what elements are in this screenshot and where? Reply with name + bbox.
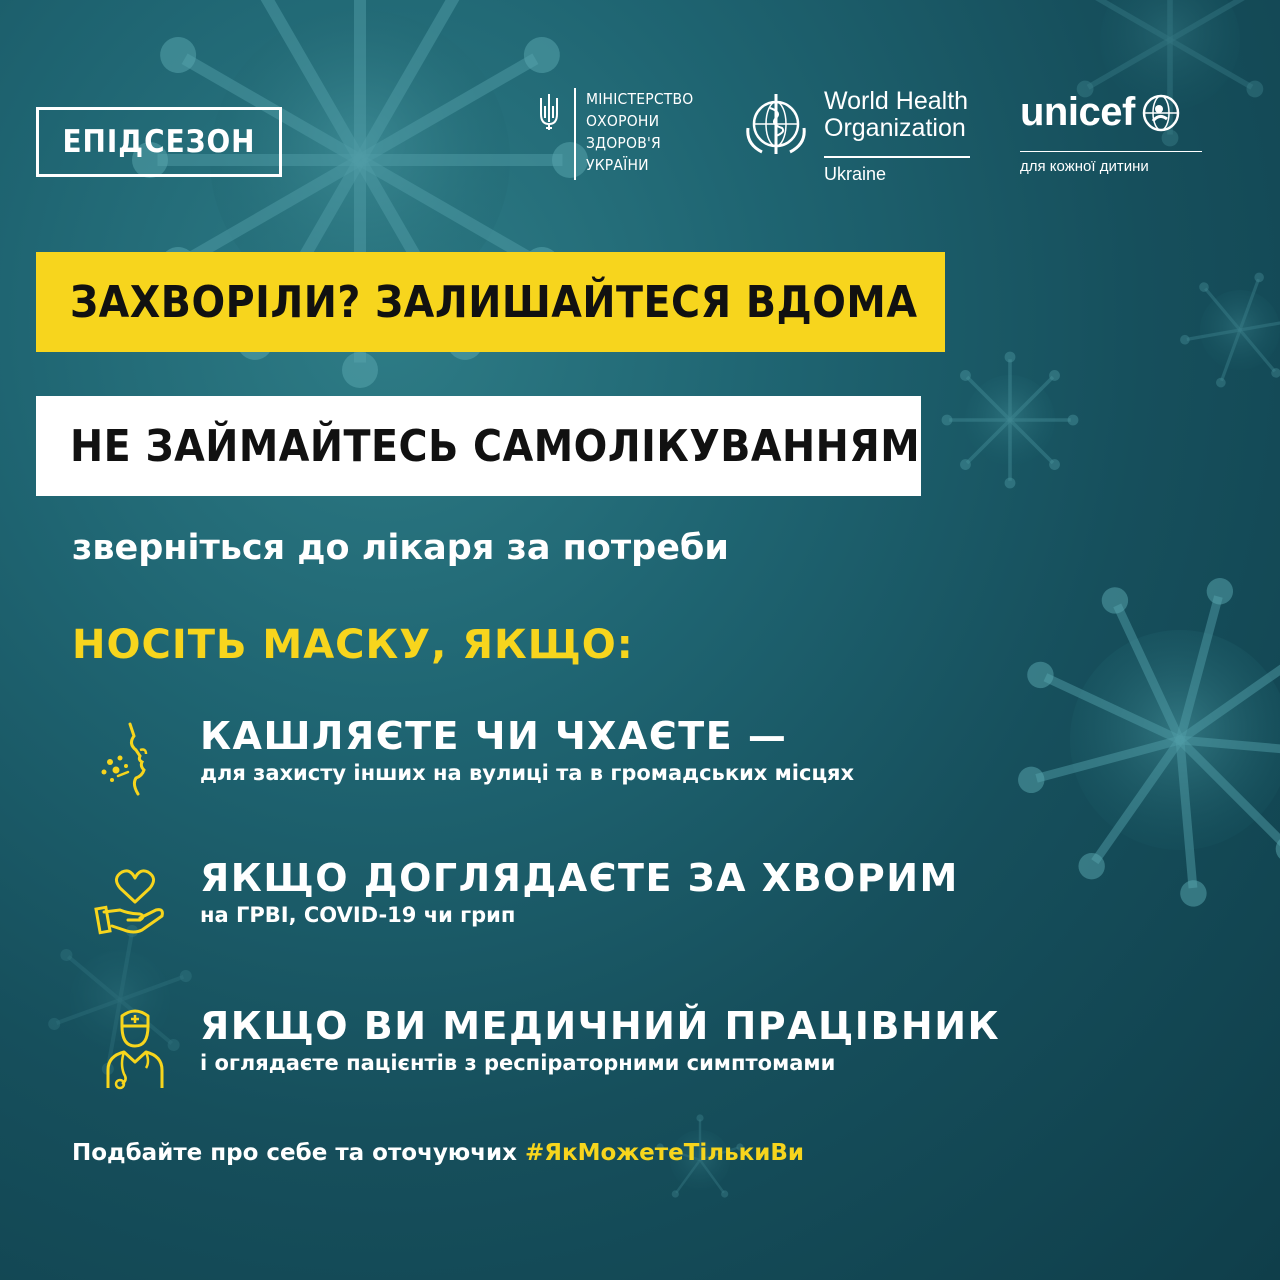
who-emblem-icon xyxy=(740,88,812,160)
mask-reason-title: КАШЛЯЄТЕ ЧИ ЧХАЄТЕ — xyxy=(200,714,788,758)
moz-logo xyxy=(538,88,693,180)
unicef-logo-rule xyxy=(1020,151,1202,152)
mask-reason-item xyxy=(90,856,959,946)
unicef-logo xyxy=(1020,90,1202,175)
unicef-wordmark: unicef xyxy=(1020,90,1135,134)
mask-reason-item xyxy=(90,1004,1000,1094)
moz-logo-text xyxy=(586,88,693,176)
unicef-globe-icon xyxy=(1139,91,1183,135)
who-logo xyxy=(740,88,970,185)
who-name-line-2: Organization xyxy=(824,114,966,142)
mask-reason-desc: на ГРВІ, COVID-19 чи грип xyxy=(200,903,516,927)
mask-reason-item xyxy=(90,714,854,804)
mask-heading: НОСІТЬ МАСКУ, ЯКЩО: xyxy=(72,622,634,668)
care-heart-icon xyxy=(90,856,180,946)
who-country: Ukraine xyxy=(824,163,887,184)
moz-line-1: МІНІСТЕРСТВО xyxy=(586,90,694,108)
mask-reason-text xyxy=(200,714,854,804)
moz-logo-divider xyxy=(574,88,576,180)
footer-text: Подбайте про себе та оточуючих xyxy=(72,1140,526,1166)
mask-reason-desc: для захисту інших на вулиці та в громадських місцях xyxy=(200,761,855,785)
moz-line-4: УКРАЇНИ xyxy=(586,156,649,174)
see-doctor-text: зверніться до лікаря за потреби xyxy=(72,528,729,568)
mask-reason-text xyxy=(200,1004,1000,1094)
who-logo-rule xyxy=(824,156,970,158)
trident-icon xyxy=(538,92,560,132)
medical-worker-icon xyxy=(90,1004,180,1094)
mask-reason-title: ЯКЩО ДОГЛЯДАЄТЕ ЗА ХВОРИМ xyxy=(200,856,959,900)
footer-hashtag: #ЯкМожетеТількиВи xyxy=(525,1140,805,1166)
sneeze-icon xyxy=(90,714,180,804)
who-name-line-1: World Health xyxy=(824,87,969,115)
unicef-tagline: для кожної дитини xyxy=(1020,158,1149,176)
stay-home-banner: ЗАХВОРІЛИ? ЗАЛИШАЙТЕСЯ ВДОМА xyxy=(36,252,945,352)
no-self-treatment-banner: НЕ ЗАЙМАЙТЕСЬ САМОЛІКУВАННЯМ xyxy=(36,396,921,496)
moz-line-3: ЗДОРОВ'Я xyxy=(586,134,661,152)
footer-message xyxy=(72,1140,804,1166)
who-logo-text xyxy=(824,88,970,185)
moz-line-2: ОХОРОНИ xyxy=(586,112,660,130)
mask-reason-text xyxy=(200,856,959,946)
epidseason-tag: ЕПІДСЕЗОН xyxy=(36,107,282,177)
mask-reason-title: ЯКЩО ВИ МЕДИЧНИЙ ПРАЦІВНИК xyxy=(200,1004,1001,1048)
mask-reason-desc: і оглядаєте пацієнтів з респіраторними симптомами xyxy=(200,1051,836,1075)
